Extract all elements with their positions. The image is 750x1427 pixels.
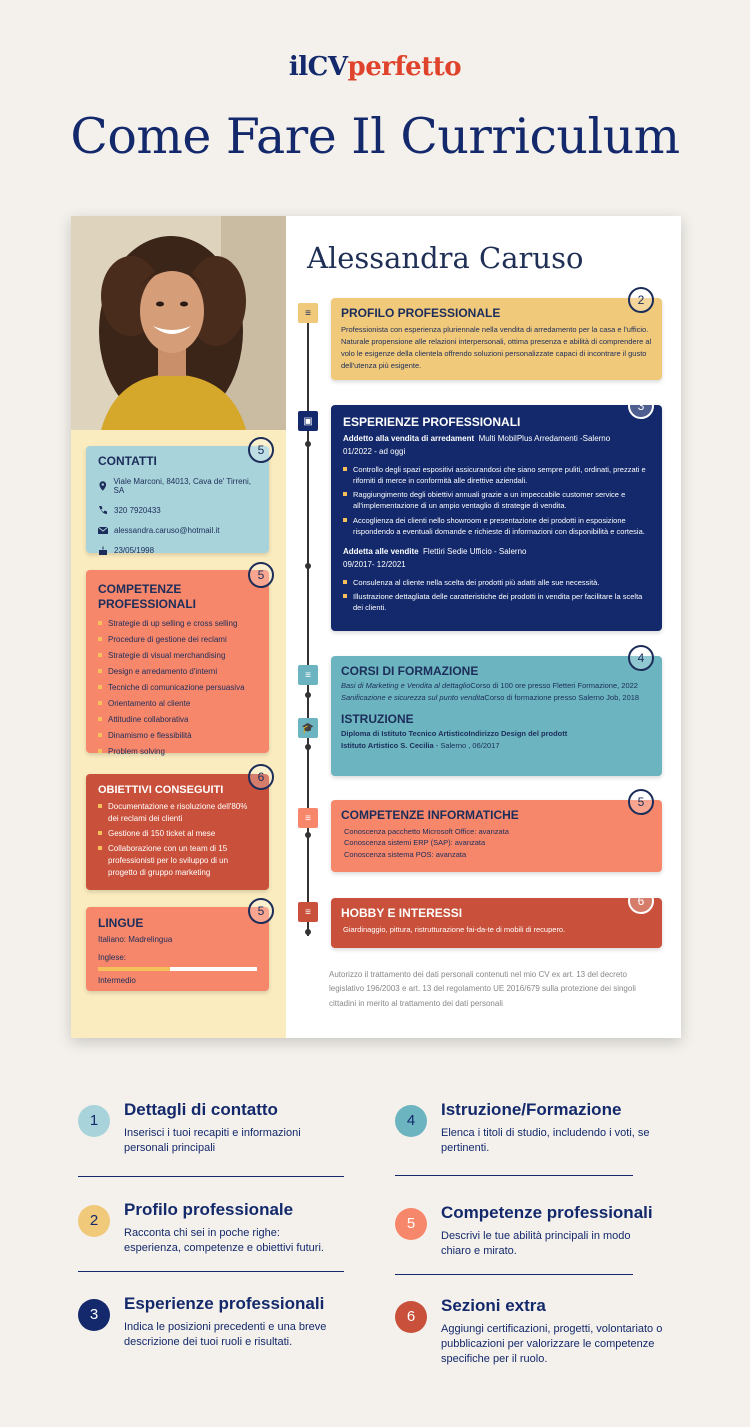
skill-item: Problem solving	[98, 746, 257, 758]
section-badge-it: 5	[628, 789, 654, 815]
education-school: Istituto Artistico S. Cecilia	[341, 741, 434, 750]
it-skill-item: Conoscenza sistema POS: avanzata	[344, 849, 467, 859]
timeline-dot	[305, 832, 311, 838]
course-2-name: Sanificazione e sicurezza sul punto vendita	[341, 693, 485, 702]
briefcase-icon: ▣	[298, 411, 318, 431]
timeline-line	[307, 304, 309, 936]
goals-list	[98, 801, 257, 879]
profile-photo	[71, 216, 286, 430]
education-place: - Salerno , 06/2017	[435, 741, 500, 750]
phone-icon	[98, 505, 108, 515]
timeline-dot	[305, 929, 311, 935]
job1-title: Addetto alla vendita di arredament	[343, 434, 475, 443]
skills-list	[98, 618, 257, 758]
list-icon: ≡	[298, 303, 318, 323]
profile-box	[331, 298, 662, 380]
cv-sheet	[71, 216, 681, 1038]
goals-box	[86, 774, 269, 890]
legend-title-2: Profilo professionale	[124, 1200, 294, 1219]
courses-box	[331, 656, 662, 776]
job2-duty-item: Illustrazione dettagliata delle caratteristiche dei prodotti in vendita per facilitare la scelta dei clienti.	[343, 591, 650, 614]
birthdate-text: 23/05/1998	[114, 545, 155, 555]
english-level-bar	[98, 967, 257, 971]
education-degree: Diploma di Istituto Tecnico Artistico	[341, 729, 469, 738]
education-school-line	[341, 740, 652, 752]
legend-number-3: 3	[78, 1299, 110, 1331]
cv-name: Alessandra Caruso	[307, 241, 584, 275]
it-skills-heading: COMPETENZE INFORMATICHE	[341, 808, 519, 822]
logo-part-2: perfetto	[347, 52, 462, 82]
course-2-info: Corso di formazione presso Salerno Job, 2018	[484, 693, 640, 702]
english-label: Inglese:	[98, 953, 127, 963]
languages-box	[86, 907, 269, 991]
legend-desc-3: Indica le posizioni precedenti e una breve descrizione dei tuoi ruoli e risultati.	[124, 1321, 327, 1348]
birthdate-row	[98, 545, 257, 555]
address-row	[98, 477, 257, 495]
skill-item: Tecniche di comunicazione persuasiva	[98, 682, 257, 694]
legend-number-5: 5	[395, 1208, 427, 1240]
phone-text: 320 7920433	[114, 505, 161, 515]
job1-dates: 01/2022 - ad oggi	[343, 446, 406, 456]
job1-company: Multi MobilPlus Arredamenti -Salerno	[478, 434, 611, 443]
section-badge-languages: 5	[248, 898, 274, 924]
legend-number-1: 1	[78, 1105, 110, 1137]
skill-item: Orientamento al cliente	[98, 698, 257, 710]
legend-desc-2: Racconta chi sei in poche righe: esperienza, competenze e obiettivi futuri.	[124, 1227, 324, 1254]
address-text: Viale Marconi, 84013, Cava de' Tirreni, SA	[113, 477, 251, 495]
list-icon-it: ≡	[298, 808, 318, 828]
languages-heading: LINGUE	[98, 916, 144, 930]
site-logo[interactable]	[0, 52, 750, 82]
skills-heading: COMPETENZE PROFESSIONALI	[98, 582, 197, 611]
it-skill-item: Conoscenza pacchetto Microsoft Office: avanzata	[344, 827, 509, 836]
job2-duty-item: Consulenza al cliente nella scelta dei prodotti più adatti alle sue necessità.	[343, 577, 650, 588]
email-text[interactable]: alessandra.caruso@hotmail.it	[114, 525, 220, 535]
english-level: Intermedio	[98, 976, 136, 986]
education-degree-line	[341, 728, 652, 740]
goal-item: Collaborazione con un team di 15 professionisti per lo sviluppo di un progetto di gruppo marketing	[98, 843, 257, 879]
experience-heading: ESPERIENZE PROFESSIONALI	[343, 415, 521, 429]
graduation-cap-icon: 🎓	[298, 718, 318, 738]
job2-company: Flettiri Sedie Ufficio - Salerno	[423, 547, 527, 557]
job1-duty-item: Controllo degli spazi espositivi assicurandosi che siano sempre puliti, ordinati, prezzati e riforniti di merce in conformità alle direttive aziendali.	[343, 464, 650, 487]
native-language: Italiano: Madrelingua	[98, 935, 173, 944]
course-1	[341, 680, 652, 692]
goals-heading: OBIETTIVI CONSEGUITI	[98, 784, 224, 796]
legend-separator	[395, 1274, 633, 1275]
legend-title-6: Sezioni extra	[441, 1296, 546, 1315]
it-skill-item: Conoscenza sistemi ERP (SAP): avanzata	[344, 838, 486, 848]
contacts-box	[86, 446, 269, 553]
legend-number-6: 6	[395, 1301, 427, 1333]
it-skills-list	[341, 826, 652, 860]
location-pin-icon	[98, 481, 108, 491]
goal-item: Gestione di 150 ticket al mese	[98, 828, 257, 840]
legend-number-2: 2	[78, 1205, 110, 1237]
legend-title-5: Competenze professionali	[441, 1203, 653, 1222]
job1-title-line	[343, 433, 650, 446]
legend-title-3: Esperienze professionali	[124, 1294, 325, 1313]
legend-separator	[78, 1271, 344, 1272]
skill-item: Dinamismo e flessibilità	[98, 730, 257, 742]
section-badge-profile: 2	[628, 287, 654, 313]
page-title: Come Fare Il Curriculum	[70, 108, 680, 165]
hobby-heading: HOBBY E INTERESSI	[341, 906, 463, 920]
skill-item: Strategie di up selling e cross selling	[98, 618, 257, 630]
skill-item: Attitudine collaborativa	[98, 714, 257, 726]
course-2	[341, 692, 652, 704]
section-badge-goals: 6	[248, 764, 274, 790]
skill-item: Design e arredamento d'interni	[98, 666, 257, 678]
section-badge-experience: 3	[628, 393, 654, 419]
experience-box	[331, 405, 662, 631]
timeline-dot	[305, 692, 311, 698]
skill-item: Strategie di visual merchandising	[98, 650, 257, 662]
education-specialization: Indirizzo Design del prodott	[468, 729, 568, 738]
goal-item: Documentazione e risoluzione dell'80% dei reclami dei clienti	[98, 801, 257, 825]
list-icon-hobby: ≡	[298, 902, 318, 922]
hobby-box	[331, 898, 662, 948]
phone-row	[98, 505, 257, 515]
timeline-dot	[305, 744, 311, 750]
privacy-statement: Autorizzo il trattamento dei dati personali contenuti nel mio CV ex art. 13 del decreto legislativo 196/2003 e art. 13 del regolamento UE 2016/679 sulla protezione dei singoli cittadini in merito al trattamento dei dati personali	[329, 970, 636, 1008]
list-icon-courses: ≡	[298, 665, 318, 685]
skills-box	[86, 570, 269, 756]
profile-text: Professionista con esperienza pluriennale nella vendita di arredamento per la casa e l'ufficio. Naturale propensione alle relazioni interpersonali, ottima presenza e abilità di comprendere al volo le esigenze della clientela offrendo soluzioni personalizzate capaci di incontrare il gusto dell'utenza più esigente.	[341, 325, 652, 370]
section-badge-contacts: 5	[248, 437, 274, 463]
job1-duty-item: Raggiungimento degli obiettivi annuali grazie a un impeccabile customer service e all'implementazione di un ampio ventaglio di strategie di vendita.	[343, 489, 650, 512]
course-1-name: Basi di Marketing e Vendita al dettaglio	[341, 681, 471, 690]
legend-desc-1: Inserisci i tuoi recapiti e informazioni personali principali	[124, 1127, 301, 1154]
legend-separator	[78, 1176, 344, 1177]
job1-duty-item: Accoglienza dei clienti nello showroom e presentazione dei prodotti in esposizione rispondendo a eventuali domande e richieste di informazioni con disponibilità e cortesia.	[343, 515, 650, 538]
job2-duties-list	[343, 577, 650, 614]
job1-duties-list	[343, 464, 650, 538]
section-badge-hobby: 6	[628, 888, 654, 914]
job2-dates: 09/2017- 12/2021	[343, 559, 406, 569]
timeline-dot	[305, 441, 311, 447]
contacts-heading: CONTATTI	[98, 454, 157, 468]
it-skills-box	[331, 800, 662, 872]
job2-title: Addetta alle vendite	[343, 547, 419, 557]
legend-number-4: 4	[395, 1105, 427, 1137]
legend-title-4: Istruzione/Formazione	[441, 1100, 622, 1119]
skill-item: Procedure di gestione dei reclami	[98, 634, 257, 646]
birthday-cake-icon	[98, 545, 108, 555]
legend-title-1: Dettagli di contatto	[124, 1100, 278, 1119]
education-heading: ISTRUZIONE	[341, 712, 414, 726]
legend-desc-5: Descrivi le tue abilità principali in modo chiaro e mirato.	[441, 1230, 631, 1257]
english-level-fill	[98, 967, 170, 971]
course-1-info: Corso di 100 ore presso Fletteri Formazione, 2022	[470, 681, 638, 690]
profile-heading: PROFILO PROFESSIONALE	[341, 306, 501, 320]
timeline-dot	[305, 563, 311, 569]
section-badge-courses: 4	[628, 645, 654, 671]
courses-heading: CORSI DI FORMAZIONE	[341, 664, 479, 678]
hobby-text: Giardinaggio, pittura, ristrutturazione fai-da-te di mobili di recupero.	[343, 925, 566, 934]
job2-title-line	[343, 546, 650, 559]
section-badge-skills: 5	[248, 562, 274, 588]
logo-part-1: ilCV	[288, 52, 348, 82]
email-icon	[98, 525, 108, 535]
legend-desc-4: Elenca i titoli di studio, includendo i voti, se pertinenti.	[441, 1127, 650, 1154]
legend-separator	[395, 1175, 633, 1176]
email-row	[98, 525, 257, 535]
legend-desc-6: Aggiungi certificazioni, progetti, volontariato o pubblicazioni per valorizzare le competenze specifiche per il ruolo.	[441, 1323, 663, 1365]
